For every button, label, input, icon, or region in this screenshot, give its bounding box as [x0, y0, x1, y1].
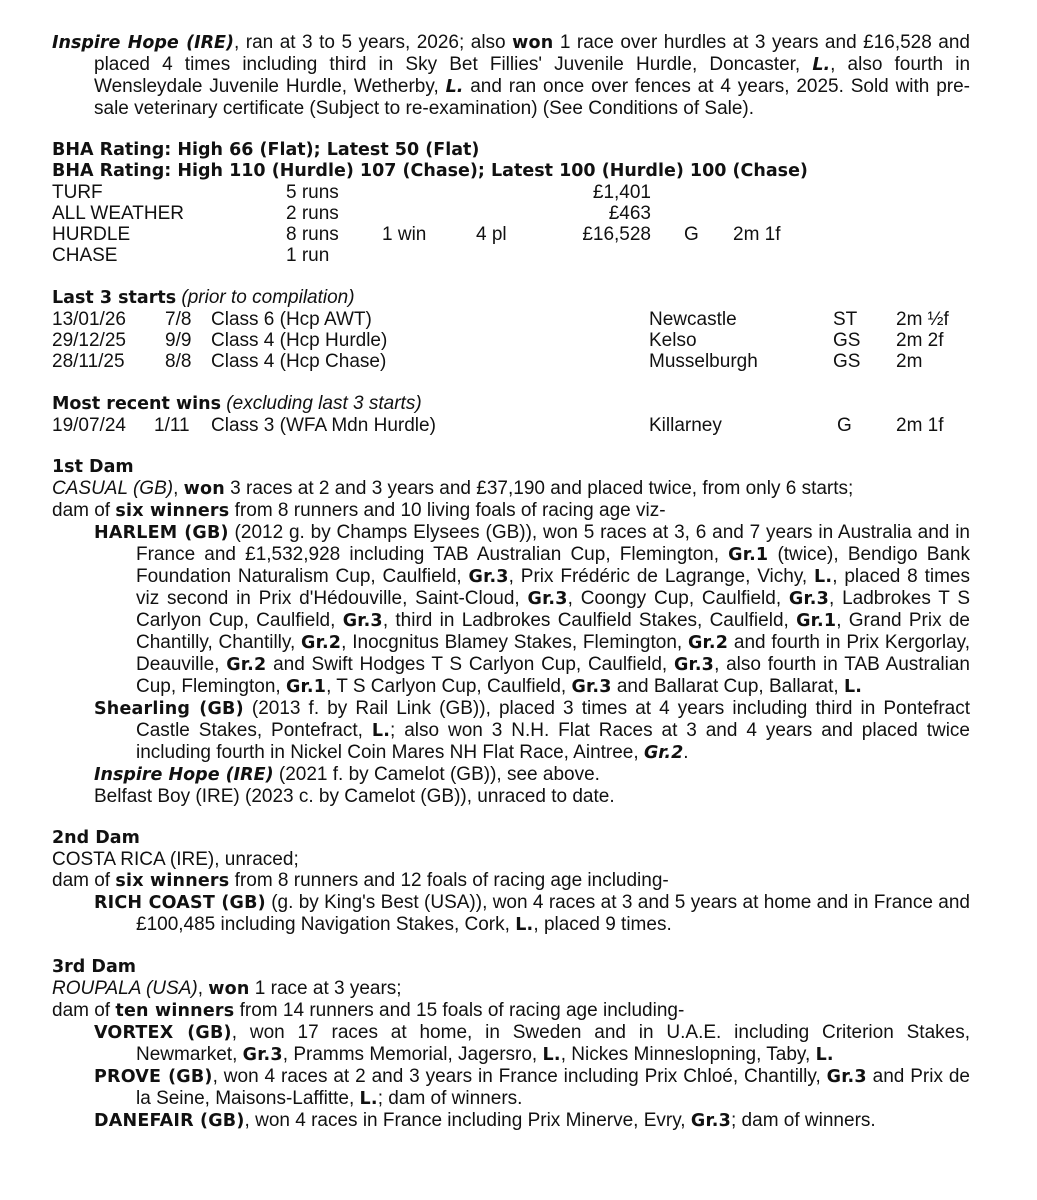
first-dam-produce-line: dam of six winners from 8 runners and 10 living foals of racing age viz-: [52, 500, 666, 521]
second-dam-name-line: COSTA RICA (IRE), unraced;: [52, 849, 299, 870]
bha-ratings: [52, 140, 970, 182]
third-dam-section: [52, 957, 970, 1132]
rating-flat: BHA Rating: High 66 (Flat); Latest 50 (Flat): [52, 140, 480, 160]
produce-prove: PROVE (GB), won 4 races at 2 and 3 years in France including Prix Chloé, Chantilly, Gr.3 and Prix de la Seine, Maisons-Laffitte, L.; dam of winners.: [94, 1066, 971, 1109]
recent-wins-table: 19/07/24 1/11 Class 3 (WFA Mdn Hurdle) Killarney G 2m 1f: [52, 415, 944, 436]
catalogue-page: [52, 32, 970, 1132]
race-summary-table: TURF 5 runs £1,401 ALL WEATHER 2 runs £463 HURDLE 8 runs 1 win 4 pl £16,528 G 2m 1f CHASE 1 run: [52, 182, 781, 266]
rating-jumps: BHA Rating: High 110 (Hurdle) 107 (Chase); Latest 100 (Hurdle) 100 (Chase): [52, 161, 808, 181]
produce-inspire-hope: Inspire Hope (IRE) (2021 f. by Camelot (GB)), see above.: [94, 764, 600, 785]
horse-name: Inspire Hope (IRE): [52, 33, 235, 53]
second-dam-heading: 2nd Dam: [52, 828, 140, 848]
produce-rich-coast: RICH COAST (GB) (g. by King's Best (USA)), won 4 races at 3 and 5 years at home and in France and £100,485 including Navigation Stakes, Cork, L., placed 9 times.: [94, 892, 970, 935]
first-dam-heading: 1st Dam: [52, 457, 134, 477]
produce-danefair: DANEFAIR (GB), won 4 races in France including Prix Minerve, Evry, Gr.3; dam of winners.: [94, 1110, 876, 1131]
second-dam-section: [52, 828, 970, 936]
first-dam-section: [52, 457, 970, 807]
third-dam-produce-line: dam of ten winners from 14 runners and 15 foals of racing age including-: [52, 1000, 685, 1021]
produce-harlem: HARLEM (GB) (2012 g. by Champs Elysees (GB)), won 5 races at 3, 6 and 7 years in Australia and in France and £1,532,928 including TAB Australian Cup, Flemington, Gr.1 (twice), Bendigo Bank Foundation Naturalism Cup, Caulfield, Gr.3, Prix Frédéric de Lagrange, Vichy, L., placed 8 times viz second in Prix d'Hédouville, Saint-Cloud, Gr.3, Coongy Cup, Caulfield, Gr.3, Ladbrokes T S Carlyon Cup, Caulfield, Gr.3, third in Ladbrokes Caulfield Stakes, Caulfield, Gr.1, Grand Prix de Chantilly, Chantilly, Gr.2, Inocgnitus Blamey Stakes, Flemington, Gr.2 and fourth in Prix Kergorlay, Deauville, Gr.2 and Swift Hodges T S Carlyon Cup, Caulfield, Gr.3, also fourth in TAB Australian Cup, Flemington, Gr.1, T S Carlyon Cup, Caulfield, Gr.3 and Ballarat Cup, Ballarat, L.: [94, 522, 971, 697]
lot-intro: Inspire Hope (IRE), ran at 3 to 5 years, 2026; also won 1 race over hurdles at 3 years and £16,528 and placed 4 times including third in Sky Bet Fillies' Juvenile Hurdle, Doncaster, L., also fourth in Wensleydale Juvenile Hurdle, Wetherby, L. and ran once over fences at 4 years, 2025. Sold with pre-sale veterinary certificate (Subject to re-examination) (See Conditions of Sale).: [52, 32, 971, 119]
produce-vortex: VORTEX (GB), won 17 races at home, in Sweden and in U.A.E. including Criterion Stakes, Newmarket, Gr.3, Pramms Memorial, Jagersro, L., Nickes Minneslopning, Taby, L.: [94, 1022, 970, 1065]
third-dam-heading: 3rd Dam: [52, 957, 136, 977]
produce-belfast-boy: Belfast Boy (IRE) (2023 c. by Camelot (GB)), unraced to date.: [94, 786, 615, 807]
recent-wins-heading: Most recent wins (excluding last 3 starts): [52, 393, 422, 414]
third-dam-name-line: ROUPALA (USA), won 1 race at 3 years;: [52, 978, 402, 999]
last-starts-heading: Last 3 starts (prior to compilation): [52, 287, 355, 308]
last-starts-table: 13/01/26 7/8 Class 6 (Hcp AWT) Newcastle ST 2m ½f 29/12/25 9/9 Class 4 (Hcp Hurdle) Kelso GS 2m 2f 28/11/25 8/8 Class 4 (Hcp Chase) Musselburgh GS 2m: [52, 309, 949, 372]
second-dam-produce-line: dam of six winners from 8 runners and 12 foals of racing age including-: [52, 870, 669, 891]
first-dam-name-line: CASUAL (GB), won 3 races at 2 and 3 years and £37,190 and placed twice, from only 6 starts;: [52, 478, 854, 499]
produce-shearling: Shearling (GB) (2013 f. by Rail Link (GB)), placed 3 times at 4 years including third in Pontefract Castle Stakes, Pontefract, L.; also won 3 N.H. Flat Races at 3 and 4 years and placed twice including fourth in Nickel Coin Mares NH Flat Race, Aintree, Gr.2.: [94, 698, 970, 763]
